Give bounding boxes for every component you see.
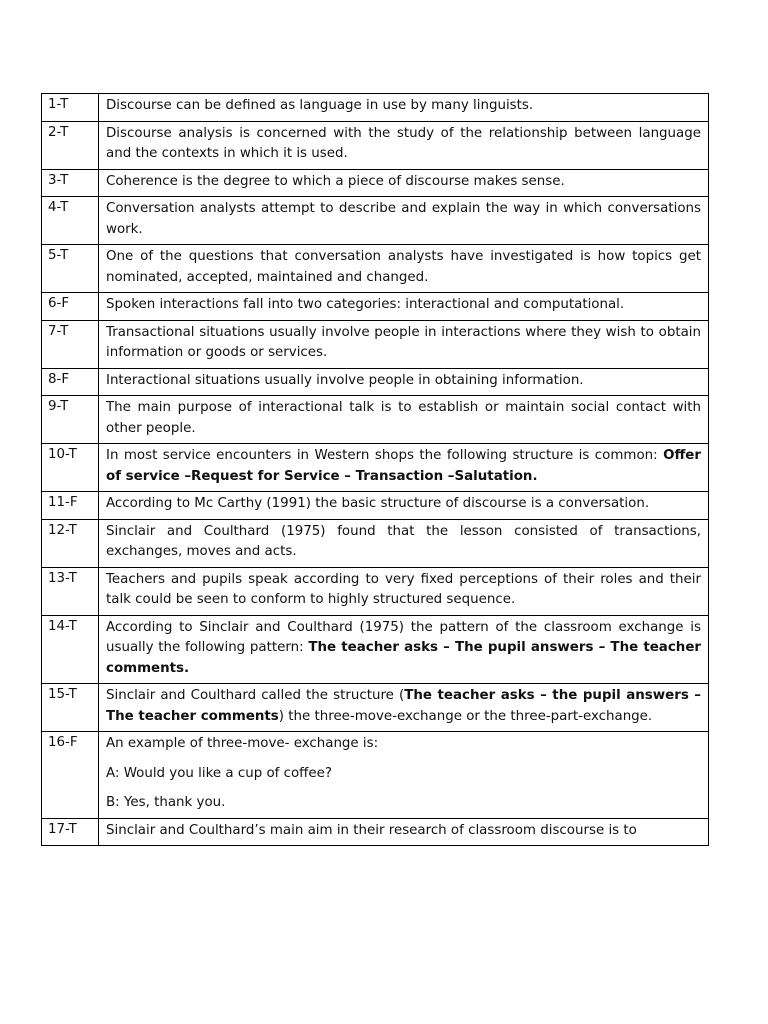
table-row xyxy=(42,320,709,368)
table-row xyxy=(42,94,709,122)
table-row xyxy=(42,245,709,293)
table-row xyxy=(42,519,709,567)
statement: The main purpose of interactional talk is to establish or maintain social contact with other people. xyxy=(99,396,709,444)
table-row xyxy=(42,444,709,492)
statement-text: According to Sinclair and Coulthard (1975) the pattern of the classroom exchange is usually the following pattern: xyxy=(106,619,701,655)
statement: Conversation analysts attempt to describe and explain the way in which conversations work. xyxy=(99,197,709,245)
statement: Sinclair and Coulthard’s main aim in their research of classroom discourse is to xyxy=(99,818,709,846)
table-row xyxy=(42,615,709,684)
statement: Sinclair and Coulthard (1975) found that the lesson consisted of transactions, exchanges, moves and acts. xyxy=(99,519,709,567)
example-line-b: B: Yes, thank you. xyxy=(106,795,226,810)
example-line-a: A: Would you like a cup of coffee? xyxy=(106,765,332,781)
item-number: 9-T xyxy=(42,396,99,444)
structure-emphasis: The teacher asks – the pupil answers – The teacher comments xyxy=(106,688,702,724)
table-row xyxy=(42,818,709,846)
item-number: 5-T xyxy=(42,245,99,293)
structure-emphasis: Offer of service –Request for Service – Transaction –Salutation. xyxy=(106,448,701,484)
item-number: 13-T xyxy=(42,567,99,615)
item-number: 15-T xyxy=(42,684,99,732)
example-intro: An example of three-move- exchange is: xyxy=(106,736,379,751)
table-row xyxy=(42,732,709,819)
statement-text: ) the three-move-exchange or the three-part-exchange. xyxy=(278,708,653,724)
table-row xyxy=(42,684,709,732)
item-number: 2-T xyxy=(42,121,99,169)
item-number: 16-F xyxy=(42,732,99,819)
item-number: 12-T xyxy=(42,519,99,567)
statement xyxy=(99,615,709,684)
statement: Teachers and pupils speak according to very fixed perceptions of their roles and their talk could be seen to conform to highly structured sequence. xyxy=(99,567,709,615)
statement: Discourse can be defined as language in use by many linguists. xyxy=(99,94,709,122)
statement xyxy=(99,732,709,819)
statement xyxy=(99,444,709,492)
table-row xyxy=(42,368,709,396)
table-row xyxy=(42,492,709,520)
table-row xyxy=(42,169,709,197)
item-number: 11-F xyxy=(42,492,99,520)
statement-text: In most service encounters in Western shops the following structure is common: xyxy=(106,448,664,463)
table-row xyxy=(42,121,709,169)
item-number: 14-T xyxy=(42,615,99,684)
statement: Coherence is the degree to which a piece of discourse makes sense. xyxy=(99,169,709,197)
answer-table xyxy=(41,93,709,846)
item-number: 1-T xyxy=(42,94,99,122)
item-number: 17-T xyxy=(42,818,99,846)
statement: Discourse analysis is concerned with the study of the relationship between language and the contexts in which it is used. xyxy=(99,121,709,169)
table-row xyxy=(42,396,709,444)
statement xyxy=(99,684,709,732)
statement: One of the questions that conversation analysts have investigated is how topics get nominated, accepted, maintained and changed. xyxy=(99,245,709,293)
item-number: 6-F xyxy=(42,293,99,321)
structure-emphasis: The teacher asks – The pupil answers – The teacher comments. xyxy=(106,640,701,676)
statement: Interactional situations usually involve people in obtaining information. xyxy=(99,368,709,396)
statement-text: Sinclair and Coulthard called the structure ( xyxy=(106,688,405,703)
item-number: 4-T xyxy=(42,197,99,245)
table-row xyxy=(42,567,709,615)
item-number: 10-T xyxy=(42,444,99,492)
item-number: 8-F xyxy=(42,368,99,396)
table-row xyxy=(42,197,709,245)
statement: Transactional situations usually involve people in interactions where they wish to obtain information or goods or services. xyxy=(99,320,709,368)
statement: Spoken interactions fall into two categories: interactional and computational. xyxy=(99,293,709,321)
table-row xyxy=(42,293,709,321)
item-number: 3-T xyxy=(42,169,99,197)
item-number: 7-T xyxy=(42,320,99,368)
statement: According to Mc Carthy (1991) the basic structure of discourse is a conversation. xyxy=(99,492,709,520)
